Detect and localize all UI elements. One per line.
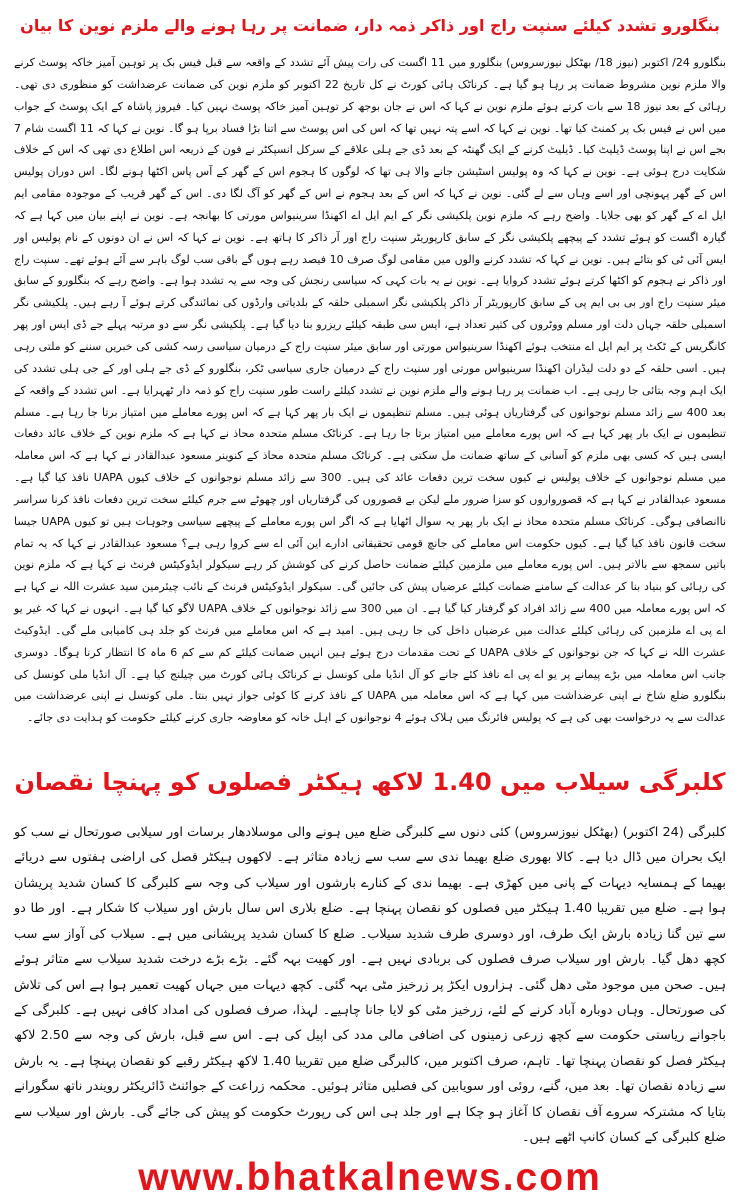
article1-headline: بنگلورو تشدد کیلئے سنپت راج اور ذاکر ذمہ دار، ضمانت پر رہا ہونے والے ملزم نوین کا بیان bbox=[20, 16, 720, 35]
article1-paragraph: بنگلورو 24/ اکتوبر (نیوز 18/ بھٹکل نیوزسروس) بنگلورو میں 11 اگست کی رات پیش آئے تشدد کے واقعہ سے قبل فیس بک پر توہین آمیز خاکہ پوسٹ کرنے والا ملزم نوین مشروط ضمانت پر رہا ہو گیا ہے۔ کرناٹک ہائی کورٹ نے کل تاریخ 22 اکتوبر کو ملزم نوین کی ضمانت عرضداشت کو منظوری دی تھی۔ رہائی کے بعد نیوز 18 سے بات کرتے ہوئے ملزم نوین نے کہا کہ اس نے جان بوجھ کر توہین آمیز خاکہ پوسٹ نہیں کیا۔ فیروز پاشاہ کے ایک پوسٹ کے جواب میں اس نے فیس بک پر کمنٹ کیا تھا۔ نوین نے کہا کہ اسے پتہ نہیں تھا کہ اس کی اس پوسٹ سے اتنا بڑا فساد برپا ہو گا۔ نوین نے کہا کہ 11 اگست شام 7 بجے اس نے اپنا پوسٹ ڈیلیٹ کیا۔ ڈیلیٹ کرنے کے ایک گھنٹہ کے بعد ڈی جے ہلی علاقے کے سرکل انسپکٹر نے فون کے ذریعہ اس اطلاع دی تھی کہ اس کے خلاف شکایت درج ہوئی ہے۔ نوین نے کہا کہ وہ پولیس اسٹیشن جانے والا ہی تھا کہ لوگوں کا ہجوم اس کے گھر کے آس پاس اکٹھا ہونے لگا۔ اس دوران پولیس اس کے گھر پہونچی اور اسے وہاں سے لے گئی۔ نوین نے کہا کہ اس کے بعد ہجوم نے اس کے گھر کو آگ لگا دی۔ اس کے گھر قریب کے موجودہ مقامی ایم ایل اے کے گھر کو بھی جلایا۔ واضح رہے کہ ملزم نوین پلکیشی نگر کے ایم ایل اے اکھنڈا سرینیواس مورتی کا بھانجہ ہے۔ نوین نے اپنے بیان میں کہا ہے کہ گیارہ اگست کو ہوئے تشدد کے پیچھے پلکیشی نگر کے سابق کارپوریٹر سنپت راج اور آر ذاکر کا ہاتھ ہے۔ نوین نے کہا کہ اس نے ان دونوں کے نام پولیس اور ایس آئی ٹی کو بتائے ہیں۔ نوین نے کہا کہ تشدد کرنے والوں میں مقامی لوگ صرف 10 فیصد رہے ہوں گے باقی سب لوگ باہر سے آئے ہوئے تھے۔ سنپت راج اور ذاکر نے ہجوم کو اکٹھا کرتے ہوئے تشدد کروایا ہے۔ نوین نے یہ بات کہی کہ سیاسی رنجش کی وجہ سے یہ تشدد ہوا ہے۔ واضح رہے کہ بنگلورو کے سابق میئر سنپت راج اور بی بی ایم پی کے سابق کارپوریٹر آر ذاکر پلکیشی نگر اسمبلی حلقہ کے بلدیاتی وارڈوں کی نمائندگی کرتے ہوئے آ رہے ہیں۔ پلکیشی نگر اسمبلی حلقہ جہاں دلت اور مسلم ووٹروں کی کثیر تعداد ہے، ایس سی طبقہ کیلئے ریزرو بنا دیا گیا ہے۔ پلکیشی نگر سے دو مرتبہ پہلے جے ڈی ایس اور پھر کانگریس کے ٹکٹ پر ایم ایل اے منتخب ہوئے اکھنڈا سرینیواس مورتی اور سابق میئر سنپت راج کے درمیان سیاسی رسہ کشی کی خبریں سننے کو ملتی رہی ہیں۔ اسی حلقہ کے دو دلت لیڈران اکھنڈا سرینیواس مورتی اور سنپت راج کے درمیان جاری سیاسی ٹکر، بنگلورو کے ڈی جے ہلی اور کے جی ہلی تشدد کی ایک اہم وجہ بتائی جا رہی ہے۔ اب ضمانت پر رہا ہونے والے ملزم نوین نے تشدد کیلئے راست طور سنپت راج کو ذمہ دار ٹھہرایا ہے۔ اس تشدد کے واقعہ کے بعد 400 سے زائد مسلم نوجوانوں کی گرفتاریاں ہوئی ہیں۔ مسلم تنظیموں نے ایک بار پھر کہا ہے کہ اس پورے معاملے میں امتیاز برتا جا رہا ہے۔ مسلم تنظیموں نے ایک بار پھر کہا ہے کہ اس پورے معاملے میں امتیاز برتا جا رہا ہے۔ کرناٹک مسلم متحدہ محاذ نے کہا ہے کہ ملزم نوین کے خلاف عائد دفعات ایسی ہیں کہ کسی بھی ملزم کو آسانی کے ساتھ ضمانت مل سکتی ہے۔ کرناٹک مسلم متحدہ محاذ کے کنوینر مسعود عبدالقادر نے کہا ہے کہ اس معاملہ میں مسلم نوجوانوں کے خلاف پولیس نے کیوں سخت ترین دفعات عائد کی ہیں۔ 300 سے زائد مسلم نوجوانوں کے خلاف کیوں UAPA نافذ کیا گیا ہے۔ مسعود عبدالقادر نے کہا ہے کہ قصورواروں کو سزا ضرور ملے لیکن بے قصوروں کی گرفتاریاں اور چھوٹے سے جرم کیلئے سخت ترین دفعات نافذ کرنا سراسر ناانصافی ہوگی۔ کرناٹک مسلم متحدہ محاذ نے ایک بار پھر یہ سوال اٹھایا ہے کہ اگر اس پورے معاملے کے پیچھے سیاسی وجوہات ہیں تو کیوں UAPA جیسا سخت قانون نافذ کیا گیا ہے۔ کیوں حکومت اس معاملے کی جانچ قومی تحقیقاتی ادارے این آئی اے سے کروا رہی ہے؟ مسعود عبدالقادر نے کہا کہ یہ تمام باتیں سمجھ سے بالاتر ہیں۔ اس پورے معاملے میں ملزمین کیلئے ضمانت حاصل کرنے کی کوشش کر رہے سیکولر ایڈوکیٹس فرنٹ نے کہا ہے کہ ملزم نوین کی رہائی کو بنیاد بنا کر عدالت کے سامنے ضمانت کیلئے عرضیاں پیش کی جائیں گی۔ سیکولر ایڈوکیٹس فرنٹ کے نائب چیئرمین سید عشرت اللہ نے کہا ہے کہ اس پورے معاملہ میں 400 سے زائد افراد کو گرفتار کیا گیا ہے۔ ان میں 300 سے زائد نوجوانوں کے خلاف UAPA لاگو کیا گیا ہے۔ انہوں نے کہا کہ غیر یو اے پی اے ملزمین کی رہائی کیلئے عدالت میں عرضیاں داخل کی جا رہی ہیں۔ امید ہے کہ اس معاملے میں فرنٹ کو جلد ہی کامیابی ملے گی۔ ایڈوکیٹ عشرت اللہ نے کہا کہ جن نوجوانوں کے خلاف UAPA کے تحت مقدمات درج ہوئے ہیں انہیں ضمانت کیلئے کم سے کم 6 ماہ کا انتظار کرنا ہوگا۔ دوسری جانب اس معاملہ میں بڑے پیمانے پر یو اے پی اے نافذ کئے جانے کو آل انڈیا ملی کونسل نے کرناٹک ہائی کورٹ میں چیلنج کیا ہے۔ آل انڈیا ملی کونسل کی بنگلورو ضلع شاخ نے اپنی عرضداشت میں کہا ہے کہ اس معاملہ میں UAPA کے نافذ کرنے کا کوئی جواز نہیں بنتا۔ ملی کونسل نے اپنی عرضداشت میں عدالت سے یہ درخواست بھی کی ہے کہ پولیس فائرنگ میں ہلاک ہوئے 4 نوجوانوں کے اہل خانہ کو معاوضہ جاری کرنے کیلئے حکومت کو ہدایت دی جائے۔ bbox=[14, 56, 727, 725]
article2-paragraph: کلبرگی (24 اکتوبر) (بھٹکل نیوزسروس) کئی دنوں سے کلبرگی ضلع میں ہونے والی موسلادھار برسات اور سیلابی صورتحال نے سب کو ایک بحران میں ڈال دیا ہے۔ کالا بھوری ضلع بھیما ندی سے سب سے زیادہ متاثر ہے۔ لاکھوں ہیکٹر فصل کی اراضی ہفتوں سے دریائے بھیما کے ہمسایہ دیہات کے پانی میں کھڑی ہے۔ بھیما ندی کے کنارے بارشوں اور سیلاب کی وجہ سے کلبرگی کا کسان شدید پریشان ہوا ہے۔ ضلع میں تقریبا 1.40 ہیکٹر میں فصلوں کو نقصان پہنچا ہے۔ ضلع بلاری اس سال بارش اور سیلاب کا شکار ہے۔ اور طا دو سے تین گنا زیادہ بارش ایک طرف، اور دوسری طرف شدید سیلاب۔ ضلع کا کسان شدید پریشانی میں ہے۔ سیلاب کی آواز سے سب کچھ دھل گیا۔ بارش اور سیلاب صرف فصلوں کی بربادی نہیں ہے۔ اور کھیت بہہ گئے۔ بڑے بڑے درخت شدید سیلاب سے متاثر ہوئے ہیں۔ صحن میں موجود مٹی دھل گئی۔ ہزاروں ایکڑ پر زرخیز مٹی بہہ گئی۔ کچھ دیہات میں جہاں کھیت تعمیر ہوا ہے اس کی تلاش کی صورتحال۔ وہاں دوبارہ آباد کرنے کے لئے، زرخیز مٹی کو لایا جانا چاہیے۔ لہذا، صرف فصلوں کی امداد کافی نہیں ہے۔ کلبرگی کے باجوانے ریاستی حکومت سے کچھ زرعی زمینوں کی اضافی مالی مدد کی اپیل کی ہے۔ اس سے قبل، بارش کی وجہ سے 2.50 لاکھ ہیکٹر فصل کو نقصان پہنچا تھا۔ تاہم، صرف اکتوبر میں، کالبرگی ضلع میں تقریبا 1.40 لاکھ ہیکٹر رقبے کو نقصان پہنچا ہے۔ یہ بارش سے زیادہ نقصان تھا۔ بعد میں، گنے، روئی اور سویابین کی فصلیں متاثر ہوئیں۔ محکمہ زراعت کے جوائنٹ ڈائریکٹر رویندر ناتھ سگورانے بتایا کہ مشترکہ سروے آف نقصان کا آغاز ہو چکا ہے اور جلد ہی اس کی رپورٹ حکومت کو پیش کی جائے گی۔ بارش اور سیلاب سے ضلع کلبرگی کے کسان کانپ اٹھے ہیں۔ bbox=[14, 825, 727, 1146]
site-footer-url[interactable]: www.bhatkalnews.com bbox=[138, 1156, 602, 1199]
article2-headline: کلبرگی سیلاب میں 1.40 لاکھ ہیکٹر فصلوں کو پہنچا نقصان bbox=[14, 768, 726, 796]
article2-body bbox=[14, 820, 726, 1155]
article1-body bbox=[14, 52, 726, 752]
